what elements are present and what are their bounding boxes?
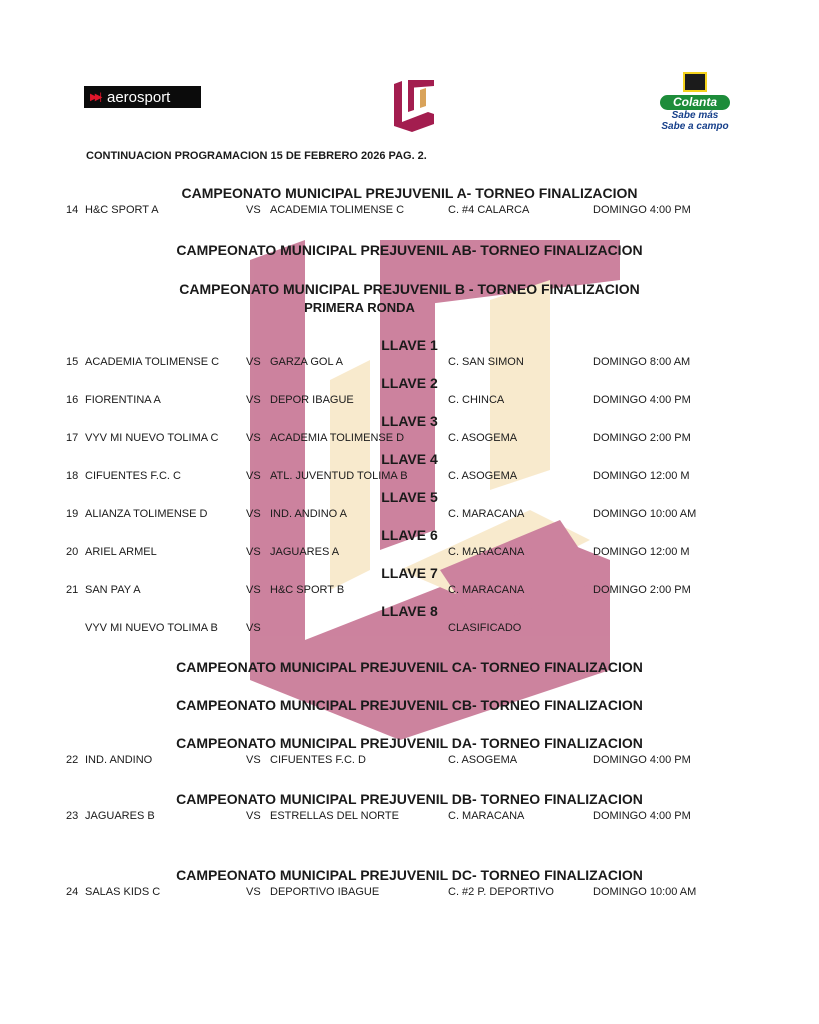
match-row — [0, 204, 819, 218]
match-number: 15 — [66, 356, 79, 368]
llave-heading: LLAVE 4 — [381, 451, 438, 467]
venue: C. ASOGEMA — [448, 432, 518, 444]
aerosport-logo — [84, 86, 201, 108]
llave-heading: LLAVE 7 — [381, 565, 438, 581]
match-row — [0, 546, 819, 560]
match-number: 21 — [66, 584, 79, 596]
home-team: CIFUENTES F.C. C — [85, 470, 181, 482]
match-row — [0, 622, 819, 636]
match-row — [0, 508, 819, 522]
colanta-slogan-2: Sabe a campo — [661, 121, 729, 132]
venue: C. ASOGEMA — [448, 470, 518, 482]
away-team: GARZA GOL A — [270, 356, 343, 368]
venue: C. CHINCA — [448, 394, 505, 406]
away-team: DEPOR IBAGUE — [270, 394, 354, 406]
colanta-logo — [656, 72, 734, 140]
match-number: 22 — [66, 754, 79, 766]
vs-label: VS — [246, 394, 261, 406]
home-team: H&C SPORT A — [85, 204, 159, 216]
page-subtitle: CONTINUACION PROGRAMACION 15 DE FEBRERO 2026 PAG. 2. — [86, 150, 427, 162]
home-team: SALAS KIDS C — [85, 886, 161, 898]
home-team: ARIEL ARMEL — [85, 546, 157, 558]
away-team: H&C SPORT B — [270, 584, 345, 596]
match-row — [0, 356, 819, 370]
league-logo-icon — [390, 78, 436, 134]
vs-label: VS — [246, 622, 261, 634]
match-time: DOMINGO 4:00 PM — [593, 394, 691, 406]
match-number: 14 — [66, 204, 79, 216]
away-team: CIFUENTES F.C. D — [270, 754, 366, 766]
aerosport-logo-text: aerosport — [106, 88, 171, 106]
section-round-b: PRIMERA RONDA — [304, 300, 415, 315]
fast-forward-icon: ▶▶| — [90, 91, 99, 103]
match-number: 20 — [66, 546, 79, 558]
colanta-brand: Colanta — [660, 95, 730, 110]
match-number: 23 — [66, 810, 79, 822]
section-title-db: CAMPEONATO MUNICIPAL PREJUVENIL DB- TORNEO FINALIZACION — [176, 791, 643, 807]
venue: C. SAN SIMON — [448, 356, 524, 368]
match-row — [0, 584, 819, 598]
match-row — [0, 432, 819, 446]
home-team: FIORENTINA A — [85, 394, 161, 406]
llave-heading: LLAVE 3 — [381, 413, 438, 429]
match-row — [0, 886, 819, 900]
match-time: DOMINGO 8:00 AM — [593, 356, 691, 368]
away-team: DEPORTIVO IBAGUE — [270, 886, 380, 898]
vs-label: VS — [246, 470, 261, 482]
llave-heading: LLAVE 5 — [381, 489, 438, 505]
match-time: DOMINGO 12:00 M — [593, 470, 690, 482]
match-row — [0, 754, 819, 768]
vs-label: VS — [246, 886, 261, 898]
home-team: JAGUARES B — [85, 810, 155, 822]
away-team: ACADEMIA TOLIMENSE C — [270, 204, 405, 216]
match-number: 24 — [66, 886, 79, 898]
home-team: SAN PAY A — [85, 584, 141, 596]
venue: C. MARACANA — [448, 810, 525, 822]
section-title-ca: CAMPEONATO MUNICIPAL PREJUVENIL CA- TORNEO FINALIZACION — [176, 659, 643, 675]
match-time: DOMINGO 4:00 PM — [593, 204, 691, 216]
home-team: ACADEMIA TOLIMENSE C — [85, 356, 220, 368]
section-title-ab: CAMPEONATO MUNICIPAL PREJUVENIL AB- TORNEO FINALIZACION — [176, 242, 643, 258]
vs-label: VS — [246, 546, 261, 558]
match-time: DOMINGO 2:00 PM — [593, 584, 691, 596]
away-team: IND. ANDINO A — [270, 508, 348, 520]
vs-label: VS — [246, 508, 261, 520]
venue: C. #2 P. DEPORTIVO — [448, 886, 554, 898]
home-team: ALIANZA TOLIMENSE D — [85, 508, 208, 520]
match-number: 18 — [66, 470, 79, 482]
venue: C. #4 CALARCA — [448, 204, 530, 216]
match-row — [0, 470, 819, 484]
home-team: IND. ANDINO — [85, 754, 153, 766]
section-title-cb: CAMPEONATO MUNICIPAL PREJUVENIL CB- TORNEO FINALIZACION — [176, 697, 643, 713]
section-title-a: CAMPEONATO MUNICIPAL PREJUVENIL A- TORNEO FINALIZACION — [181, 185, 638, 201]
cow-icon — [683, 72, 707, 92]
llave-heading: LLAVE 2 — [381, 375, 438, 391]
match-number: 17 — [66, 432, 79, 444]
llave-heading: LLAVE 6 — [381, 527, 438, 543]
vs-label: VS — [246, 204, 261, 216]
venue: CLASIFICADO — [448, 622, 522, 634]
away-team: JAGUARES A — [270, 546, 340, 558]
match-time: DOMINGO 10:00 AM — [593, 886, 697, 898]
match-time: DOMINGO 4:00 PM — [593, 754, 691, 766]
section-title-dc: CAMPEONATO MUNICIPAL PREJUVENIL DC- TORNEO FINALIZACION — [176, 867, 643, 883]
llave-heading: LLAVE 1 — [381, 337, 438, 353]
home-team: VYV MI NUEVO TOLIMA C — [85, 432, 219, 444]
venue: C. MARACANA — [448, 508, 525, 520]
match-row — [0, 810, 819, 824]
venue: C. ASOGEMA — [448, 754, 518, 766]
llave-heading: LLAVE 8 — [381, 603, 438, 619]
vs-label: VS — [246, 356, 261, 368]
venue: C. MARACANA — [448, 546, 525, 558]
match-number: 16 — [66, 394, 79, 406]
match-number: 19 — [66, 508, 79, 520]
section-title-da: CAMPEONATO MUNICIPAL PREJUVENIL DA- TORNEO FINALIZACION — [176, 735, 643, 751]
match-time: DOMINGO 10:00 AM — [593, 508, 697, 520]
match-time: DOMINGO 4:00 PM — [593, 810, 691, 822]
match-time: DOMINGO 12:00 M — [593, 546, 690, 558]
colanta-slogan-1: Sabe más — [671, 110, 719, 121]
home-team: VYV MI NUEVO TOLIMA B — [85, 622, 218, 634]
vs-label: VS — [246, 432, 261, 444]
venue: C. MARACANA — [448, 584, 525, 596]
match-time: DOMINGO 2:00 PM — [593, 432, 691, 444]
section-title-b: CAMPEONATO MUNICIPAL PREJUVENIL B - TORNEO FINALIZACION — [179, 281, 640, 297]
away-team: ATL. JUVENTUD TOLIMA B — [270, 470, 408, 482]
vs-label: VS — [246, 810, 261, 822]
vs-label: VS — [246, 754, 261, 766]
away-team: ESTRELLAS DEL NORTE — [270, 810, 399, 822]
vs-label: VS — [246, 584, 261, 596]
away-team: ACADEMIA TOLIMENSE D — [270, 432, 405, 444]
match-row — [0, 394, 819, 408]
